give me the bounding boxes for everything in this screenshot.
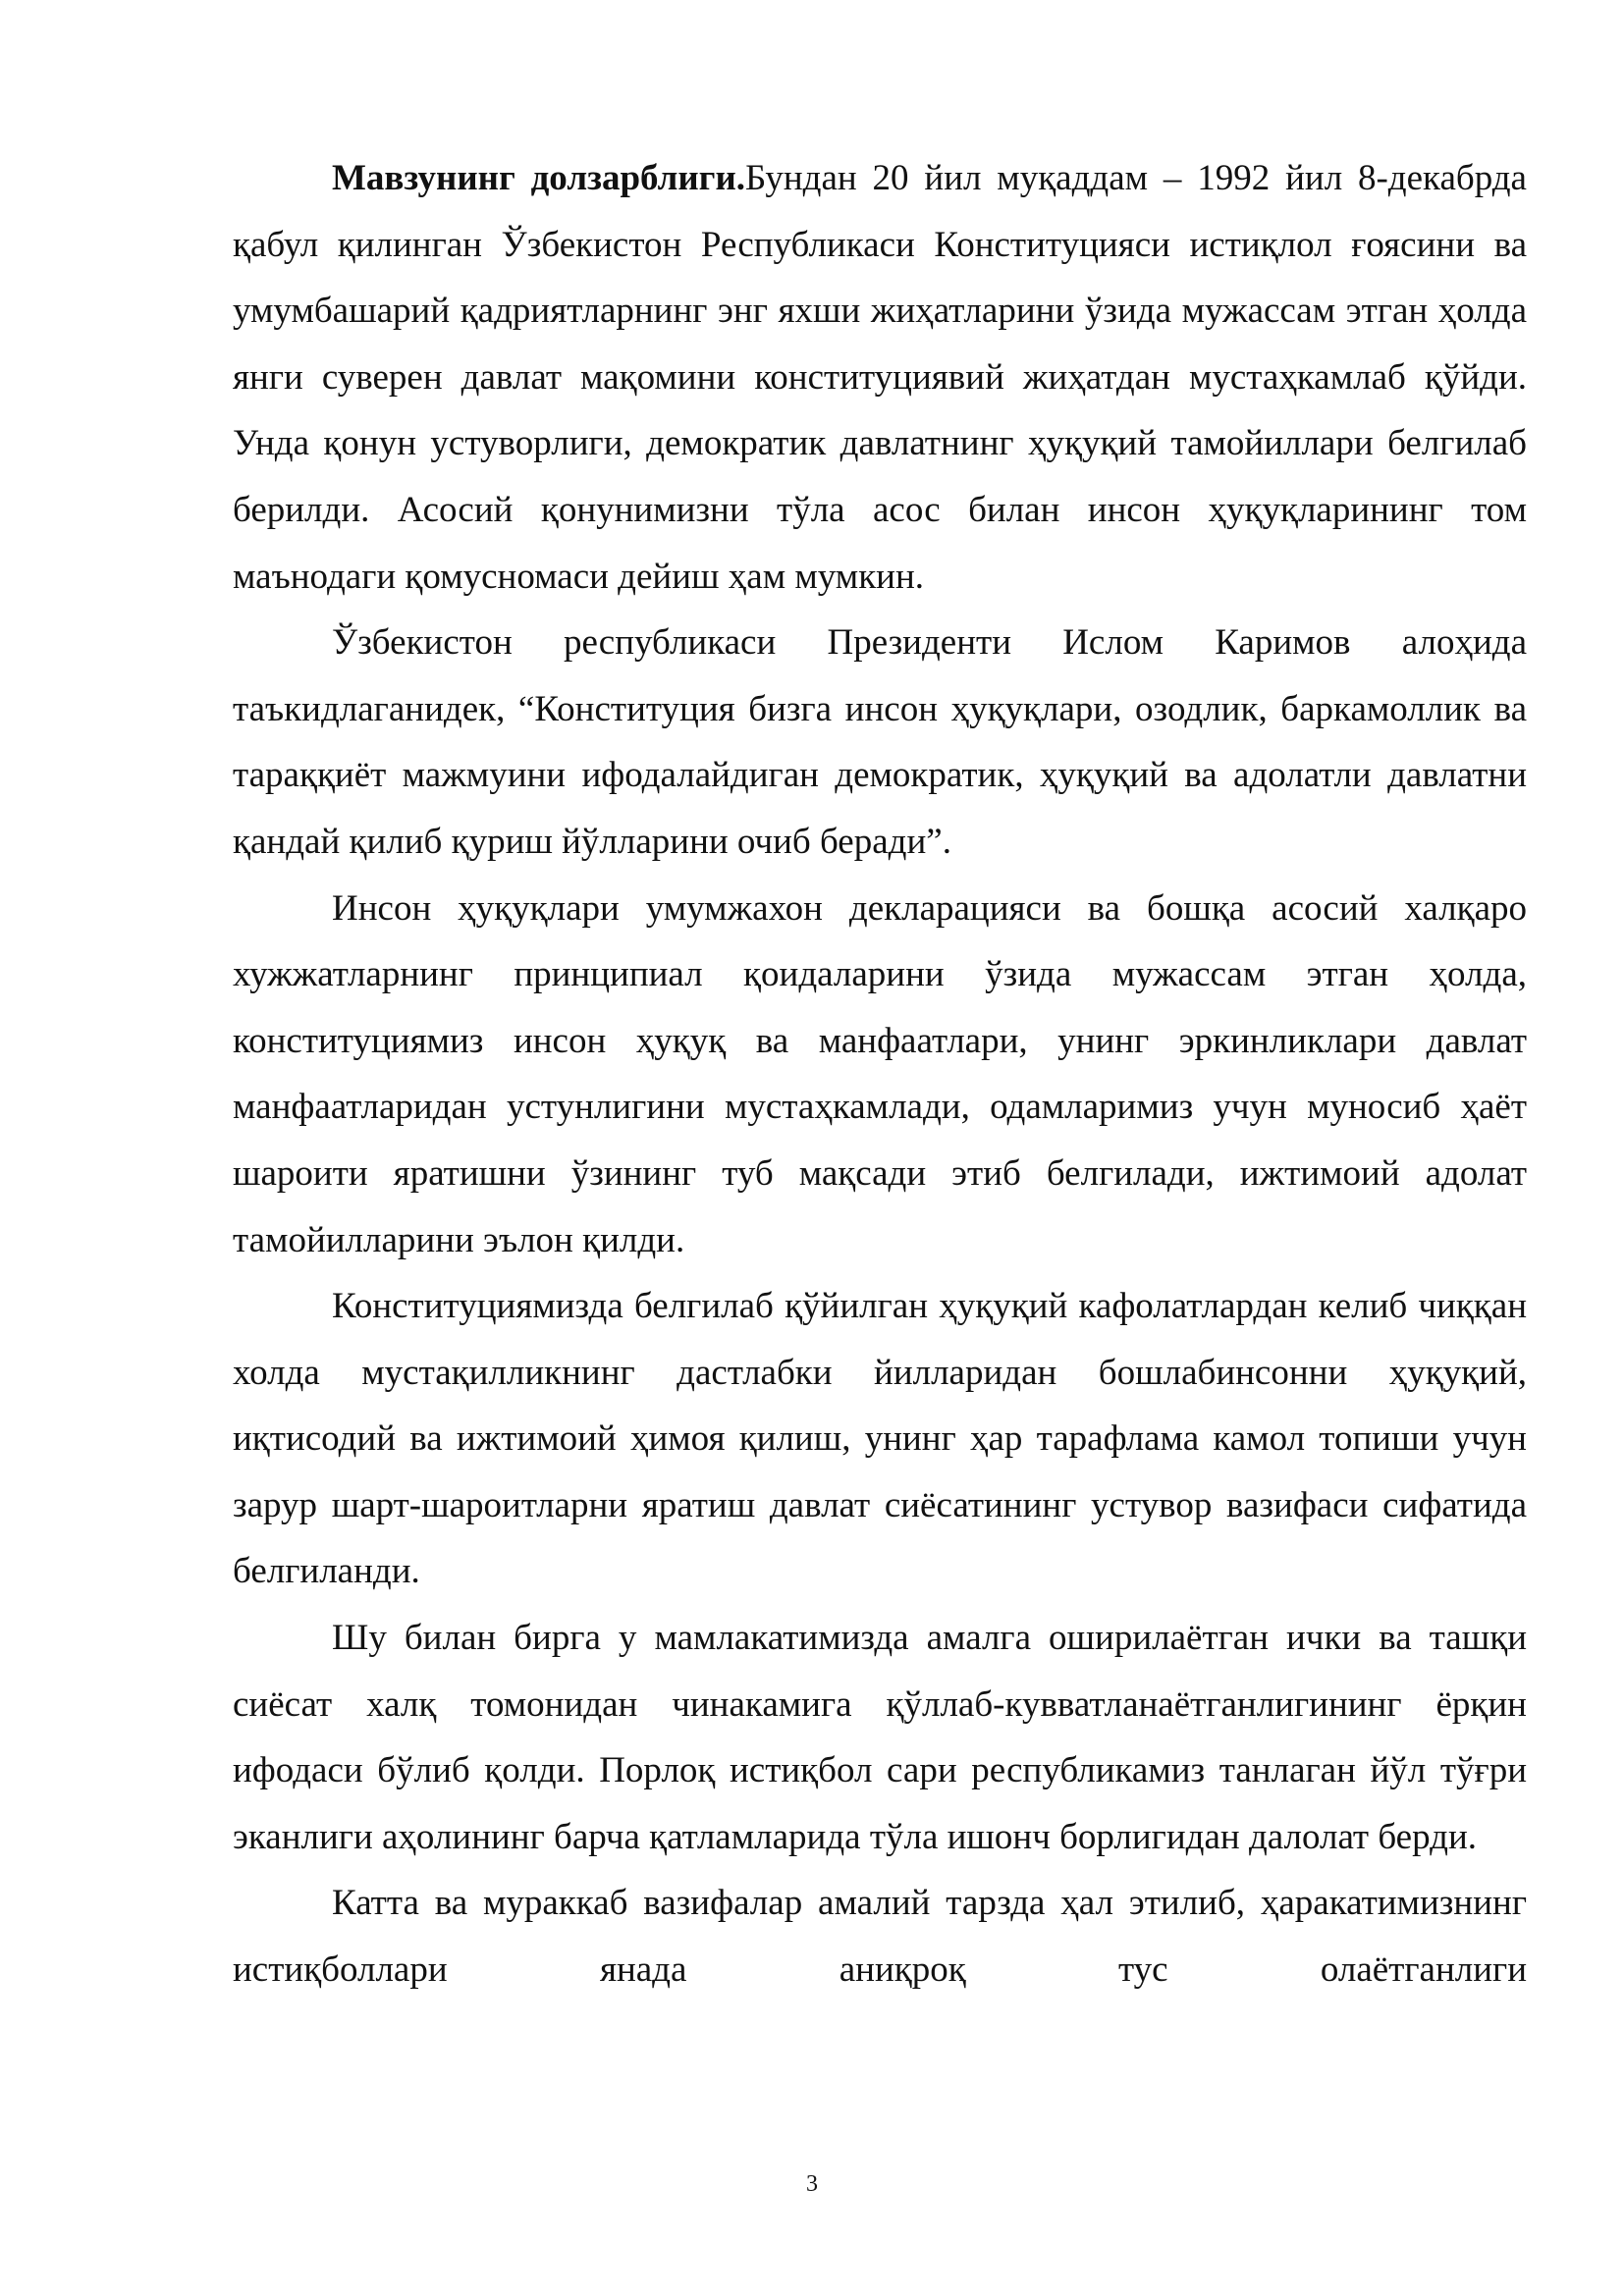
paragraph-policy-support [233,1605,1527,1870]
page-number: 3 [806,2171,818,2197]
paragraph-tasks [233,1870,1527,2002]
paragraph-text: Конституциямизда белгилаб қўйилган ҳуқуқий кафолатлардан келиб чиққан холда мустақилликнинг дастлабки йилларидан бошлабинсонни ҳуқуқий, иқтисодий ва ижтимоий ҳимоя қилиш, унинг ҳар тарафлама камол топиши учун зарур шарт-шароитларни яратиш давлат сиёсатининг устувор вазифаси сифатида белгиланди. [233,1286,1527,1592]
paragraph-text: Ўзбекистон республикаси Президенти Ислом Каримов алоҳида таъкидлаганидек, “Конституция бизга инсон ҳуқуқлари, озодлик, баркамоллик ва тараққиёт мажмуини ифодалайдиган демократик, ҳуқуқий ва адолатли давлатни қандай қилиб қуриш йўлларини очиб беради”. [233,622,1527,862]
paragraph-text: Инсон ҳуқуқлари умумжахон декларацияси ва бошқа асосий халқаро хужжатларнинг принципиал қоидаларини ўзида мужассам этган ҳолда, конституциямиз инсон ҳуқуқ ва манфаатлари, унинг эркинликлари давлат манфаатларидан устунлигини мустаҳкамлади, одамларимиз учун муносиб ҳаёт шароити яратишни ўзининг туб мақсади этиб белгилади, ижтимоий адолат тамойилларини эълон қилди. [233,887,1527,1260]
paragraph-president-quote [233,610,1527,875]
paragraph-relevance [233,145,1527,610]
paragraph-text: Шу билан бирга у мамлакатимизда амалга оширилаётган ички ва ташқи сиёсат халқ томонидан чинакамига қўллаб-кувватланаётганлигининг ёрқин ифодаси бўлиб қолди. Порлоқ истиқбол сари республикамиз танлаган йўл тўғри эканлиги аҳолининг барча қатламларида тўла ишонч борлигидан далолат берди. [233,1618,1527,1857]
paragraph-text: Катта ва мураккаб вазифалар амалий тарзда ҳал этилиб, ҳаракатимизнинг истиқболлари янада аниқроқ тус олаётганлиги [233,1883,1527,1991]
paragraph-heading: Мавзунинг долзарблиги. [332,158,746,198]
body-text [233,145,1527,2003]
paragraph-text: Бундан 20 йил муқаддам – 1992 йил 8-декабрда қабул қилинган Ўзбекистон Республикаси Конституцияси истиқлол ғоясини ва умумбашарий қадриятларнинг энг яхши жиҳатларини ўзида мужассам этган ҳолда янги суверен давлат мақомини конституциявий жиҳатдан мустаҳкамлаб қўйди. Унда қонун устуворлиги, демократик давлатнинг ҳуқуқий тамойиллари белгилаб берилди. Асосий қонунимизни тўла асос билан инсон ҳуқуқларининг том маънодаги қомусномаси дейиш ҳам мумкин. [233,158,1527,597]
paragraph-human-rights [233,876,1527,1274]
paragraph-legal-guarantees [233,1273,1527,1605]
